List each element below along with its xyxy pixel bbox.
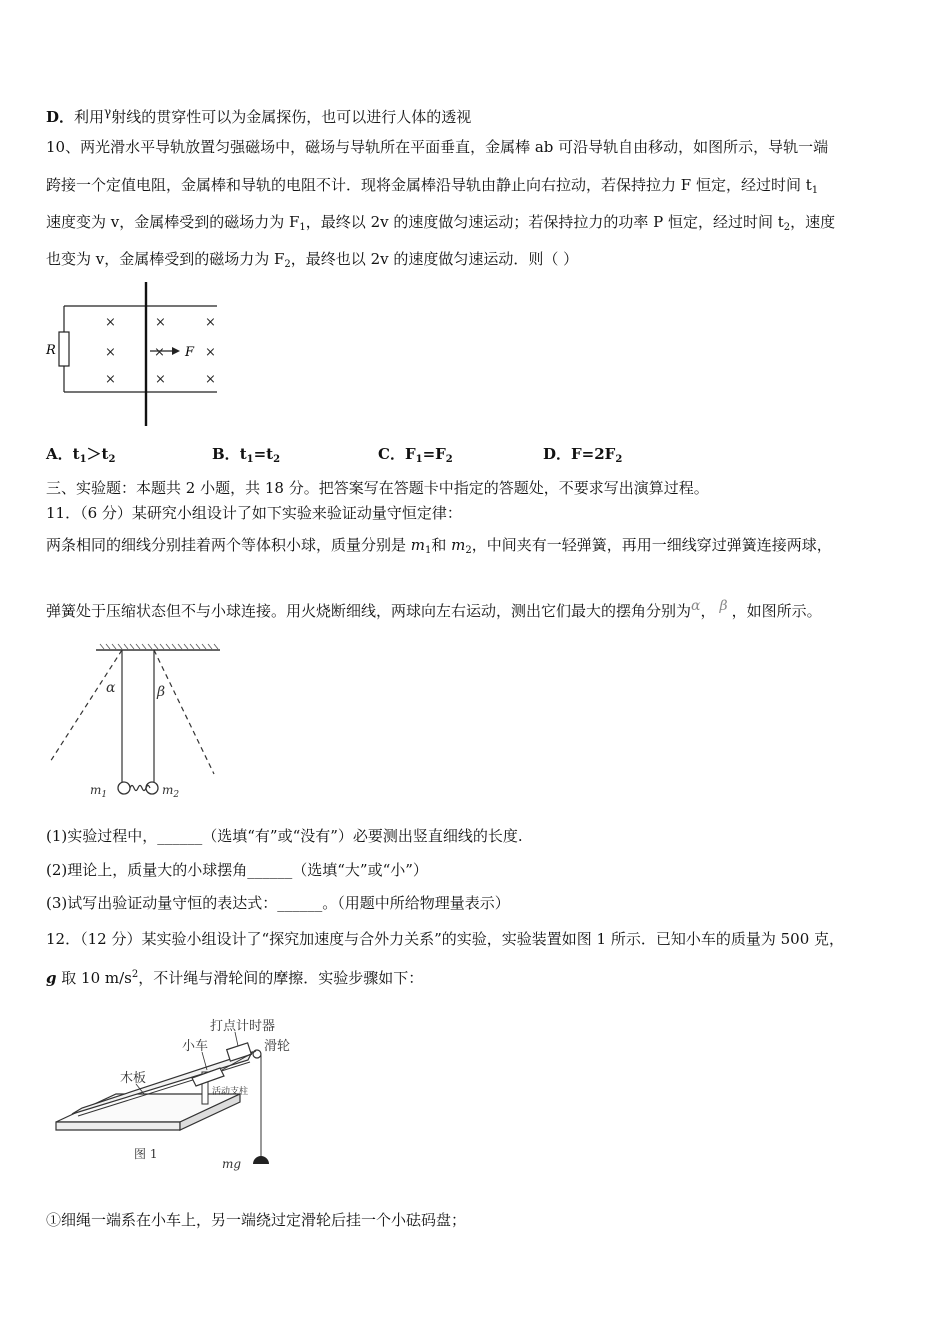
q11-p2-a: 弹簧处于压缩状态但不与小球连接。用火烧断细线，两球向左右运动，测出它们最大的摆角分别为 bbox=[46, 602, 692, 620]
label-board: 木板 bbox=[120, 1071, 147, 1086]
q12-step-1: ①细绳一端系在小车上，另一端绕过定滑轮后挂一个小砝码盘； bbox=[46, 1211, 467, 1229]
label-figure-1: 图 1 bbox=[134, 1147, 158, 1161]
angle-beta-label: β bbox=[157, 684, 166, 700]
q9-option-d-pre: 利用 bbox=[74, 108, 105, 126]
q11-p1-s1: 1 bbox=[425, 545, 432, 556]
field-cross: × bbox=[155, 315, 166, 330]
mass-m1-label: $m_1$ bbox=[90, 783, 108, 800]
q11-sub-3: (3)试写出验证动量守恒的表达式：______。（用题中所给物理量表示） bbox=[46, 894, 510, 912]
q10-option-b-var1: t bbox=[239, 445, 247, 463]
beta-symbol: β bbox=[719, 598, 728, 614]
q11-p2-b: ，如图所示。 bbox=[731, 602, 822, 620]
swing-line-left bbox=[50, 650, 122, 762]
field-cross: × bbox=[105, 315, 116, 330]
field-cross: × bbox=[155, 372, 166, 387]
field-cross: × bbox=[105, 345, 116, 360]
q10-line-3-b: ，最终以 2v 的速度做匀速运动；若保持拉力的功率 P 恒定，经过时间 t bbox=[305, 213, 784, 231]
q12-apparatus-figure bbox=[52, 1012, 312, 1177]
q10-option-c-sub2: 2 bbox=[445, 454, 453, 465]
q10-option-b-sub2: 2 bbox=[273, 454, 281, 465]
q10-line-1: 10、两光滑水平导轨放置匀强磁场中，磁场与导轨所在平面垂直，金属棒 ab 可沿导轨自由移动，如图所示，导轨一端 bbox=[46, 138, 829, 156]
q12-line-1: 12．（12 分）某实验小组设计了“探究加速度与合外力关系”的实验，实验装置如图 1 所示．已知小车的质量为 500 克， bbox=[46, 930, 845, 948]
q10-option-b-label: B． bbox=[212, 445, 240, 463]
q12-line-2-sup: 2 bbox=[131, 969, 139, 980]
q10-option-c[interactable] bbox=[378, 443, 453, 465]
q10-option-a-sub1: 1 bbox=[79, 454, 87, 465]
q11-sub-2: (2)理论上，质量大的小球摆角______（选填“大”或“小”） bbox=[46, 861, 428, 879]
field-cross: × bbox=[205, 315, 216, 330]
gamma-symbol: γ bbox=[104, 105, 112, 119]
label-timer: 打点计时器 bbox=[210, 1019, 276, 1034]
q11-p1-and: 和 bbox=[431, 536, 452, 554]
field-cross: × bbox=[105, 372, 116, 387]
q10-option-d-label: D． bbox=[543, 445, 572, 463]
q10-line-3-sub2: 2 bbox=[783, 222, 791, 233]
label-mg: mg bbox=[222, 1157, 242, 1171]
q11-sub-1: (1)实验过程中，______（选填“有”或“没有”）必要测出竖直细线的长度. bbox=[46, 827, 523, 845]
q11-pendulum-figure bbox=[44, 642, 224, 802]
weight-pan bbox=[253, 1156, 269, 1164]
q10-option-a[interactable] bbox=[46, 443, 115, 465]
label-pulley: 滑轮 bbox=[264, 1039, 291, 1054]
ball-m1 bbox=[118, 782, 130, 794]
q10-option-c-label: C． bbox=[378, 445, 405, 463]
q10-line-4-a: 也变为 v，金属棒受到的磁场力为 F bbox=[46, 250, 285, 268]
label-cart: 小车 bbox=[182, 1039, 209, 1054]
q10-line-4-b: ，最终也以 2v 的速度做匀速运动．则（ ） bbox=[290, 250, 579, 268]
resistor-label: R bbox=[46, 343, 56, 358]
q10-line-2-text: 跨接一个定值电阻，金属棒和导轨的电阻不计．现将金属棒沿导轨由静止向右拉动，若保持拉力 F 恒定，经过时间 t bbox=[46, 176, 812, 194]
q10-option-d-var1: F=2F bbox=[571, 445, 616, 463]
field-cross: × bbox=[205, 345, 216, 360]
q10-option-a-op: ＞t bbox=[86, 445, 109, 463]
field-cross: × bbox=[154, 345, 165, 360]
q10-option-c-var1: F bbox=[404, 445, 416, 463]
q10-line-2-sub: 1 bbox=[811, 185, 819, 196]
q11-paragraph-2 bbox=[46, 596, 822, 621]
q10-line-3-sub1: 1 bbox=[299, 222, 306, 233]
q10-line-4-sub: 2 bbox=[284, 259, 291, 270]
q10-option-c-op: =F bbox=[422, 445, 446, 463]
q10-line-2 bbox=[46, 175, 818, 201]
q10-option-d[interactable] bbox=[543, 443, 622, 465]
q10-option-b-op: =t bbox=[253, 445, 274, 463]
q9-option-d-text: 射线的贯穿性可以为金属探伤，也可以进行人体的透视 bbox=[111, 108, 472, 126]
q11-p1-m1: m bbox=[410, 536, 426, 554]
q11-p1-m2: m bbox=[451, 536, 466, 554]
q10-option-a-sub2: 2 bbox=[108, 454, 116, 465]
q12-g: g bbox=[46, 969, 57, 987]
mass-m2-label: $m_2$ bbox=[162, 783, 180, 800]
section-3-heading: 三、实验题：本题共 2 小题，共 18 分。把答案写在答题卡中指定的答题处，不要求写出演算过程。 bbox=[46, 479, 709, 497]
q10-option-b-sub1: 1 bbox=[246, 454, 254, 465]
alpha-symbol: α bbox=[691, 598, 701, 614]
q11-p1-a: 两条相同的细线分别挂着两个等体积小球，质量分别是 bbox=[46, 536, 411, 554]
q11-title: 11．（6 分）某研究小组设计了如下实验来验证动量守恒定律： bbox=[46, 504, 462, 522]
resistor-symbol bbox=[59, 332, 69, 366]
q11-paragraph-1 bbox=[46, 535, 832, 561]
angle-alpha-label: α bbox=[106, 680, 116, 696]
swing-line-right bbox=[154, 650, 214, 774]
q12-line-2-b: ，不计绳与滑轮间的摩擦．实验步骤如下： bbox=[138, 969, 424, 987]
q10-option-a-label: A． bbox=[46, 445, 73, 463]
q10-option-b[interactable] bbox=[212, 443, 280, 465]
q12-line-2 bbox=[46, 965, 423, 988]
q11-p1-b: ，中间夹有一轻弹簧，再用一细线穿过弹簧连接两球， bbox=[471, 536, 832, 554]
q10-line-3 bbox=[46, 212, 835, 238]
q11-p2-comma: ， bbox=[700, 602, 716, 620]
force-label: F bbox=[185, 345, 195, 360]
force-arrow-head bbox=[172, 347, 180, 355]
pulley bbox=[253, 1050, 261, 1058]
field-cross: × bbox=[205, 372, 216, 387]
q11-p1-s2: 2 bbox=[465, 545, 472, 556]
q10-option-a-var1: t bbox=[72, 445, 80, 463]
q10-option-d-sub1: 2 bbox=[615, 454, 623, 465]
q9-option-d-label: D． bbox=[46, 108, 75, 126]
label-support: 活动支柱 bbox=[212, 1087, 249, 1097]
q10-option-c-sub1: 1 bbox=[415, 454, 423, 465]
q9-option-d bbox=[46, 102, 471, 127]
q10-line-3-a: 速度变为 v，金属棒受到的磁场力为 F bbox=[46, 213, 300, 231]
q12-line-2-a: 取 10 m/s bbox=[56, 969, 132, 987]
q10-line-3-c: ，速度 bbox=[790, 213, 836, 231]
ball-m2 bbox=[146, 782, 158, 794]
q10-circuit-figure bbox=[40, 280, 230, 430]
q10-line-4 bbox=[46, 249, 578, 275]
